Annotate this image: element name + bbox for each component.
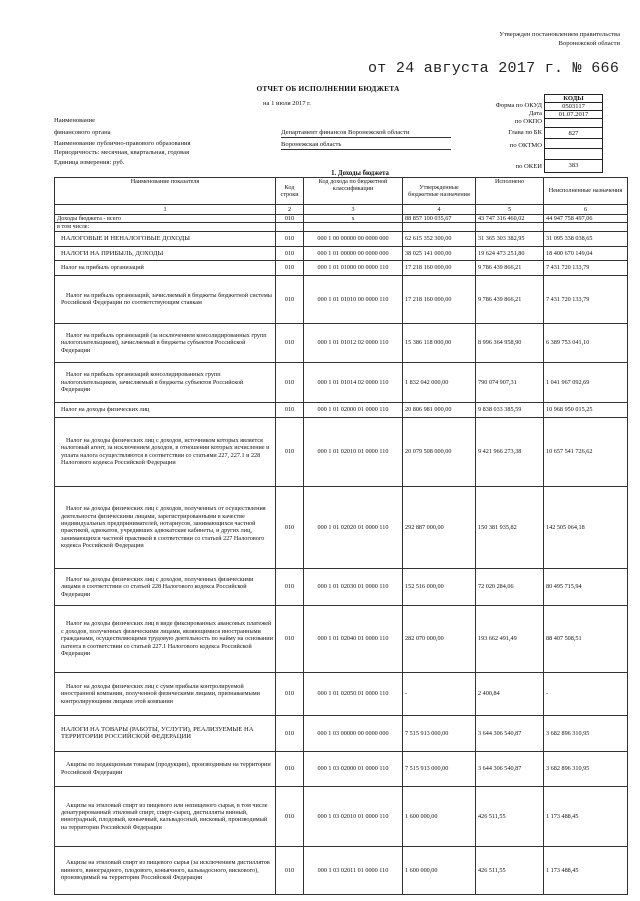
date-value: 01.07.2017 (545, 111, 602, 119)
row-code: 010 (276, 362, 304, 402)
oktmo-value (545, 139, 602, 149)
row-executed: 2 400,84 (476, 672, 544, 715)
row-name: Налог на прибыль организаций (за исключением консолидированных групп налогоплательщиков), зачисляемый в бюджеты субъектов Российской Федерации (55, 323, 276, 362)
table-row (55, 260, 628, 275)
row-executed: 72 020 284,06 (476, 568, 544, 605)
row-code: 010 (276, 402, 304, 417)
income-table (54, 177, 628, 895)
col-number: 5 (476, 205, 544, 215)
oktmo-label: по ОКТМО (509, 142, 542, 149)
row-name: Налог на прибыль организаций консолидированных групп налогоплательщиков, зачисляемый в бюджеты субъектов Российской Федерации (55, 362, 276, 402)
row-executed: 8 996 364 958,90 (476, 323, 544, 362)
row-bk: 000 1 01 02020 01 0000 110 (304, 486, 403, 568)
row-bk: x (304, 215, 403, 223)
row-approved: 282 070 000,00 (403, 605, 476, 672)
table-row (55, 568, 628, 605)
row-code: 010 (276, 486, 304, 568)
bk-label: Глава по БК (508, 129, 542, 136)
row-code: 010 (276, 323, 304, 362)
row-name: Акцизы на этиловый спирт из пищевого или непищевого сырья, в том числе денатурированный этиловый спирт, спирт-сырец, дистилляты винный, виноградный, плодовый, коньячный, кальвадосный, висковый, производимый на территории Российской Федерации (55, 786, 276, 846)
row-unexecuted: - (544, 672, 628, 715)
col-number: 4 (403, 205, 476, 215)
row-unexecuted (544, 223, 628, 231)
row-unexecuted: 80 495 715,94 (544, 568, 628, 605)
row-bk: 000 1 01 02000 01 0000 110 (304, 402, 403, 417)
table-row (55, 486, 628, 568)
name-label: Наименование (54, 117, 96, 124)
row-name: НАЛОГОВЫЕ И НЕНАЛОГОВЫЕ ДОХОДЫ (55, 231, 276, 246)
approval-line-1: Утвержден постановлением правительства (499, 31, 620, 38)
okud-label: Форма по ОКУД (495, 102, 542, 109)
okei-label: по ОКЕИ (515, 163, 542, 170)
row-approved (403, 223, 476, 231)
row-approved: 62 615 352 300,00 (403, 231, 476, 246)
row-approved: 292 887 000,00 (403, 486, 476, 568)
okpo-value (545, 119, 602, 128)
table-row (55, 605, 628, 672)
row-code: 010 (276, 751, 304, 786)
col-header-unexecuted: Неисполненные назначения (544, 178, 628, 205)
col-header-executed: Исполнено (476, 178, 544, 205)
row-approved: 20 079 508 000,00 (403, 417, 476, 486)
table-row (55, 275, 628, 323)
row-approved: 152 516 000,00 (403, 568, 476, 605)
row-approved: 38 025 141 000,00 (403, 246, 476, 260)
row-approved: 17 218 160 000,00 (403, 260, 476, 275)
row-approved: 20 806 981 000,00 (403, 402, 476, 417)
row-name: Налог на доходы физических лиц в виде фиксированных авансовых платежей с доходов, полученных физическими лицами, являющимися иностранными гражданами, осуществляющими трудовую деятельность по найму на основании патента в соответствии со статьей 227.1 Налогового кодекса Российской Федерации (55, 605, 276, 672)
row-executed: 426 511,55 (476, 846, 544, 894)
approval-stamp: от 24 августа 2017 г. № 666 (368, 60, 620, 77)
row-unexecuted: 6 389 753 041,10 (544, 323, 628, 362)
row-code: 010 (276, 246, 304, 260)
row-unexecuted: 31 095 338 038,65 (544, 231, 628, 246)
col-header-code: Код строки (276, 178, 304, 205)
row-bk: 000 1 01 02030 01 0000 110 (304, 568, 403, 605)
row-unexecuted: 10 968 950 015,25 (544, 402, 628, 417)
col-header-name: Наименование показателя (55, 178, 276, 205)
row-bk: 000 1 01 01012 02 0000 110 (304, 323, 403, 362)
okud-value: 0503117 (545, 103, 602, 111)
row-code: 010 (276, 231, 304, 246)
row-approved: 1 832 042 000,00 (403, 362, 476, 402)
row-unexecuted: 44 947 758 497,06 (544, 215, 628, 223)
row-unexecuted: 7 431 720 133,79 (544, 275, 628, 323)
row-approved: 15 386 118 000,00 (403, 323, 476, 362)
row-name: НАЛОГИ НА ПРИБЫЛЬ, ДОХОДЫ (55, 246, 276, 260)
row-name: Доходы бюджета - всего (55, 215, 276, 223)
row-executed: 790 074 907,31 (476, 362, 544, 402)
row-code: 010 (276, 417, 304, 486)
blank-code-cell (545, 149, 602, 160)
row-unexecuted: 10 657 541 726,62 (544, 417, 628, 486)
row-executed: 9 786 439 866,21 (476, 260, 544, 275)
row-approved: - (403, 672, 476, 715)
row-unexecuted: 1 173 488,45 (544, 846, 628, 894)
row-unexecuted: 18 400 670 149,04 (544, 246, 628, 260)
row-executed: 3 644 306 540,87 (476, 751, 544, 786)
row-executed: 43 747 316 460,02 (476, 215, 544, 223)
table-row (55, 672, 628, 715)
row-approved: 7 515 913 000,00 (403, 715, 476, 751)
fin-organ-value: Департамент финансов Воронежской области (281, 129, 410, 136)
row-name: Акцизы по подакцизным товарам (продукции), производимым на территории Российской Федерации (55, 751, 276, 786)
row-bk (304, 223, 403, 231)
row-code: 010 (276, 215, 304, 223)
table-row (55, 215, 628, 223)
row-name: НАЛОГИ НА ТОВАРЫ (РАБОТЫ, УСЛУГИ), РЕАЛИЗУЕМЫЕ НА ТЕРРИТОРИИ РОССИЙСКОЙ ФЕДЕРАЦИИ (55, 715, 276, 751)
row-bk: 000 1 03 02000 01 0000 110 (304, 751, 403, 786)
row-approved: 1 600 000,00 (403, 846, 476, 894)
row-bk: 000 1 03 02011 01 0000 110 (304, 846, 403, 894)
table-row (55, 402, 628, 417)
row-executed: 9 838 033 385,59 (476, 402, 544, 417)
table-row (55, 786, 628, 846)
row-bk: 000 1 01 02010 01 0000 110 (304, 417, 403, 486)
row-bk: 000 1 01 01014 02 0000 110 (304, 362, 403, 402)
table-row (55, 846, 628, 894)
row-code: 010 (276, 672, 304, 715)
row-executed: 150 381 935,82 (476, 486, 544, 568)
row-code: 010 (276, 846, 304, 894)
codes-box (544, 94, 603, 173)
row-name: Налог на доходы физических лиц (55, 402, 276, 417)
table-row (55, 362, 628, 402)
column-number-row (55, 205, 628, 215)
row-name: в том числе: (55, 223, 276, 231)
row-name: Налог на доходы физических лиц с доходов, источником которых является налоговый агент, за исключением доходов, в отношении которых исчисление и уплата налога осуществляются в соответствии со статьями 227, 227.1 и 228 Налогового кодекса Российской Федерации (55, 417, 276, 486)
row-code: 010 (276, 605, 304, 672)
row-approved: 1 600 000,00 (403, 786, 476, 846)
row-executed (476, 223, 544, 231)
col-header-approved: Утвержденные бюджетные назначения (403, 178, 476, 205)
okei-value: 383 (568, 162, 579, 169)
pub-entity-label: Наименование публично-правового образования (54, 140, 191, 147)
row-name: Налог на прибыль организаций, зачисляемый в бюджеты бюджетной системы Российской Федерации по соответствующим ставкам (55, 275, 276, 323)
bk-value: 827 (545, 128, 602, 139)
col-number: 2 (276, 205, 304, 215)
okpo-label: по ОКПО (514, 118, 542, 125)
table-row (55, 231, 628, 246)
row-bk: 000 1 01 00000 00 0000 000 (304, 246, 403, 260)
periodicity-label: Периодичность: месячная, квартальная, годовая (54, 149, 190, 156)
row-unexecuted: 1 173 488,45 (544, 786, 628, 846)
row-unexecuted: 7 431 720 133,79 (544, 260, 628, 275)
row-unexecuted: 142 505 064,18 (544, 486, 628, 568)
pub-entity-underline (281, 149, 451, 150)
row-executed: 31 365 303 382,95 (476, 231, 544, 246)
table-row (55, 715, 628, 751)
col-number: 3 (304, 205, 403, 215)
row-executed: 3 644 306 540,87 (476, 715, 544, 751)
row-unexecuted: 3 682 896 310,95 (544, 751, 628, 786)
row-unexecuted: 88 407 508,51 (544, 605, 628, 672)
row-approved: 88 857 100 035,67 (403, 215, 476, 223)
row-unexecuted: 1 041 967 092,69 (544, 362, 628, 402)
row-bk: 000 1 01 01010 00 0000 110 (304, 275, 403, 323)
report-title: ОТЧЕТ ОБ ИСПОЛНЕНИИ БЮДЖЕТА (256, 84, 400, 93)
row-code (276, 223, 304, 231)
pub-entity-value: Воронежская область (281, 141, 342, 148)
row-code: 010 (276, 786, 304, 846)
row-code: 010 (276, 568, 304, 605)
col-number: 1 (55, 205, 276, 215)
col-number: 6 (544, 205, 628, 215)
table-row (55, 751, 628, 786)
row-name: Налог на доходы физических лиц с доходов, полученных от осуществления деятельности физическими лицами, зарегистрированными в качестве индивидуальных предпринимателей, нотариусов, занимающихся частной практикой, адвокатов, учредивших адвокатские кабинеты, и других лиц, занимающихся частной практикой в соответствии со статьей 227 Налогового кодекса Российской Федерации (55, 486, 276, 568)
codes-header: КОДЫ (545, 95, 602, 103)
approval-line-2: Воронежской области (558, 40, 620, 47)
table-header-row (55, 178, 628, 205)
row-name: Налог на прибыль организаций (55, 260, 276, 275)
row-unexecuted: 3 682 896 310,95 (544, 715, 628, 751)
row-code: 010 (276, 715, 304, 751)
row-bk: 000 1 01 01000 00 0000 110 (304, 260, 403, 275)
row-name: Акцизы на этиловый спирт из пищевого сырья (за исключением дистиллятов винного, виноградного, плодового, коньячного, кальвадосного, вискового), производимый на территории Российской Федерации (55, 846, 276, 894)
row-bk: 000 1 01 02040 01 0000 110 (304, 605, 403, 672)
row-executed: 19 624 473 251,80 (476, 246, 544, 260)
row-code: 010 (276, 260, 304, 275)
row-approved: 7 515 913 000,00 (403, 751, 476, 786)
table-row (55, 417, 628, 486)
section-title: 1. Доходы бюджета (331, 170, 389, 177)
row-name: Налог на доходы физических лиц с сумм прибыли контролируемой иностранной компании, полученной физическими лицами, признаваемыми контролирующими лицами этой компании (55, 672, 276, 715)
unit-label: Единица измерения: руб. (54, 159, 125, 166)
table-row (55, 223, 628, 231)
row-executed: 9 421 966 273,38 (476, 417, 544, 486)
row-executed: 9 786 439 866,21 (476, 275, 544, 323)
row-executed: 193 662 491,49 (476, 605, 544, 672)
row-name: Налог на доходы физических лиц с доходов, полученных физическими лицами в соответствии со статьей 228 Налогового кодекса Российской Федерации (55, 568, 276, 605)
row-bk: 000 1 00 00000 00 0000 000 (304, 231, 403, 246)
table-row (55, 323, 628, 362)
col-header-bk: Код дохода по бюджетной классификации (304, 178, 403, 205)
report-date: на 1 июля 2017 г. (263, 100, 311, 107)
fin-organ-label: финансового органа (54, 129, 111, 136)
row-code: 010 (276, 275, 304, 323)
row-approved: 17 218 160 000,00 (403, 275, 476, 323)
table-row (55, 246, 628, 260)
row-bk: 000 1 03 02010 01 0000 110 (304, 786, 403, 846)
row-bk: 000 1 01 02050 01 0000 110 (304, 672, 403, 715)
row-executed: 426 511,55 (476, 786, 544, 846)
row-bk: 000 1 03 00000 00 0000 000 (304, 715, 403, 751)
fin-organ-underline (281, 137, 451, 138)
date-label: Дата (528, 110, 542, 117)
